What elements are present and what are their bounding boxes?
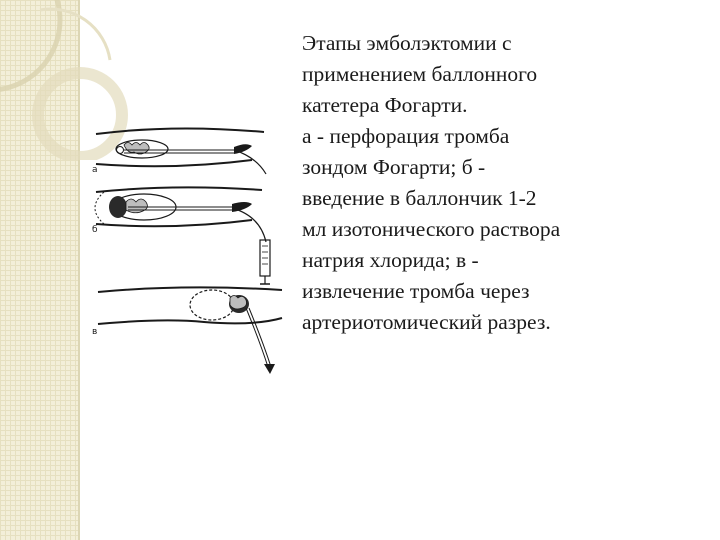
- caption-line: применением баллонного: [302, 62, 538, 86]
- figure-caption: [302, 28, 712, 338]
- caption-line: введение в баллончик 1-2: [302, 186, 537, 210]
- caption-line: натрия хлорида; в -: [302, 248, 479, 272]
- panel-label-c: в: [92, 327, 98, 337]
- panel-a: [96, 128, 266, 174]
- panel-label-b: б: [92, 225, 98, 235]
- embolectomy-illustration: [84, 112, 284, 392]
- panel-b: [95, 187, 270, 284]
- caption-line: а - перфорация тромба: [302, 124, 510, 148]
- caption-line: Этапы эмболэктомии с: [302, 31, 512, 55]
- caption-line: катетера Фогарти.: [302, 93, 468, 117]
- panel-c: [98, 287, 282, 374]
- caption-line: мл изотонического раствора: [302, 217, 561, 241]
- caption-line: зондом Фогарти; б -: [302, 155, 486, 179]
- caption-line: артериотомический разрез.: [302, 310, 551, 334]
- panel-label-a: а: [92, 165, 98, 175]
- caption-line: извлечение тромба через: [302, 279, 530, 303]
